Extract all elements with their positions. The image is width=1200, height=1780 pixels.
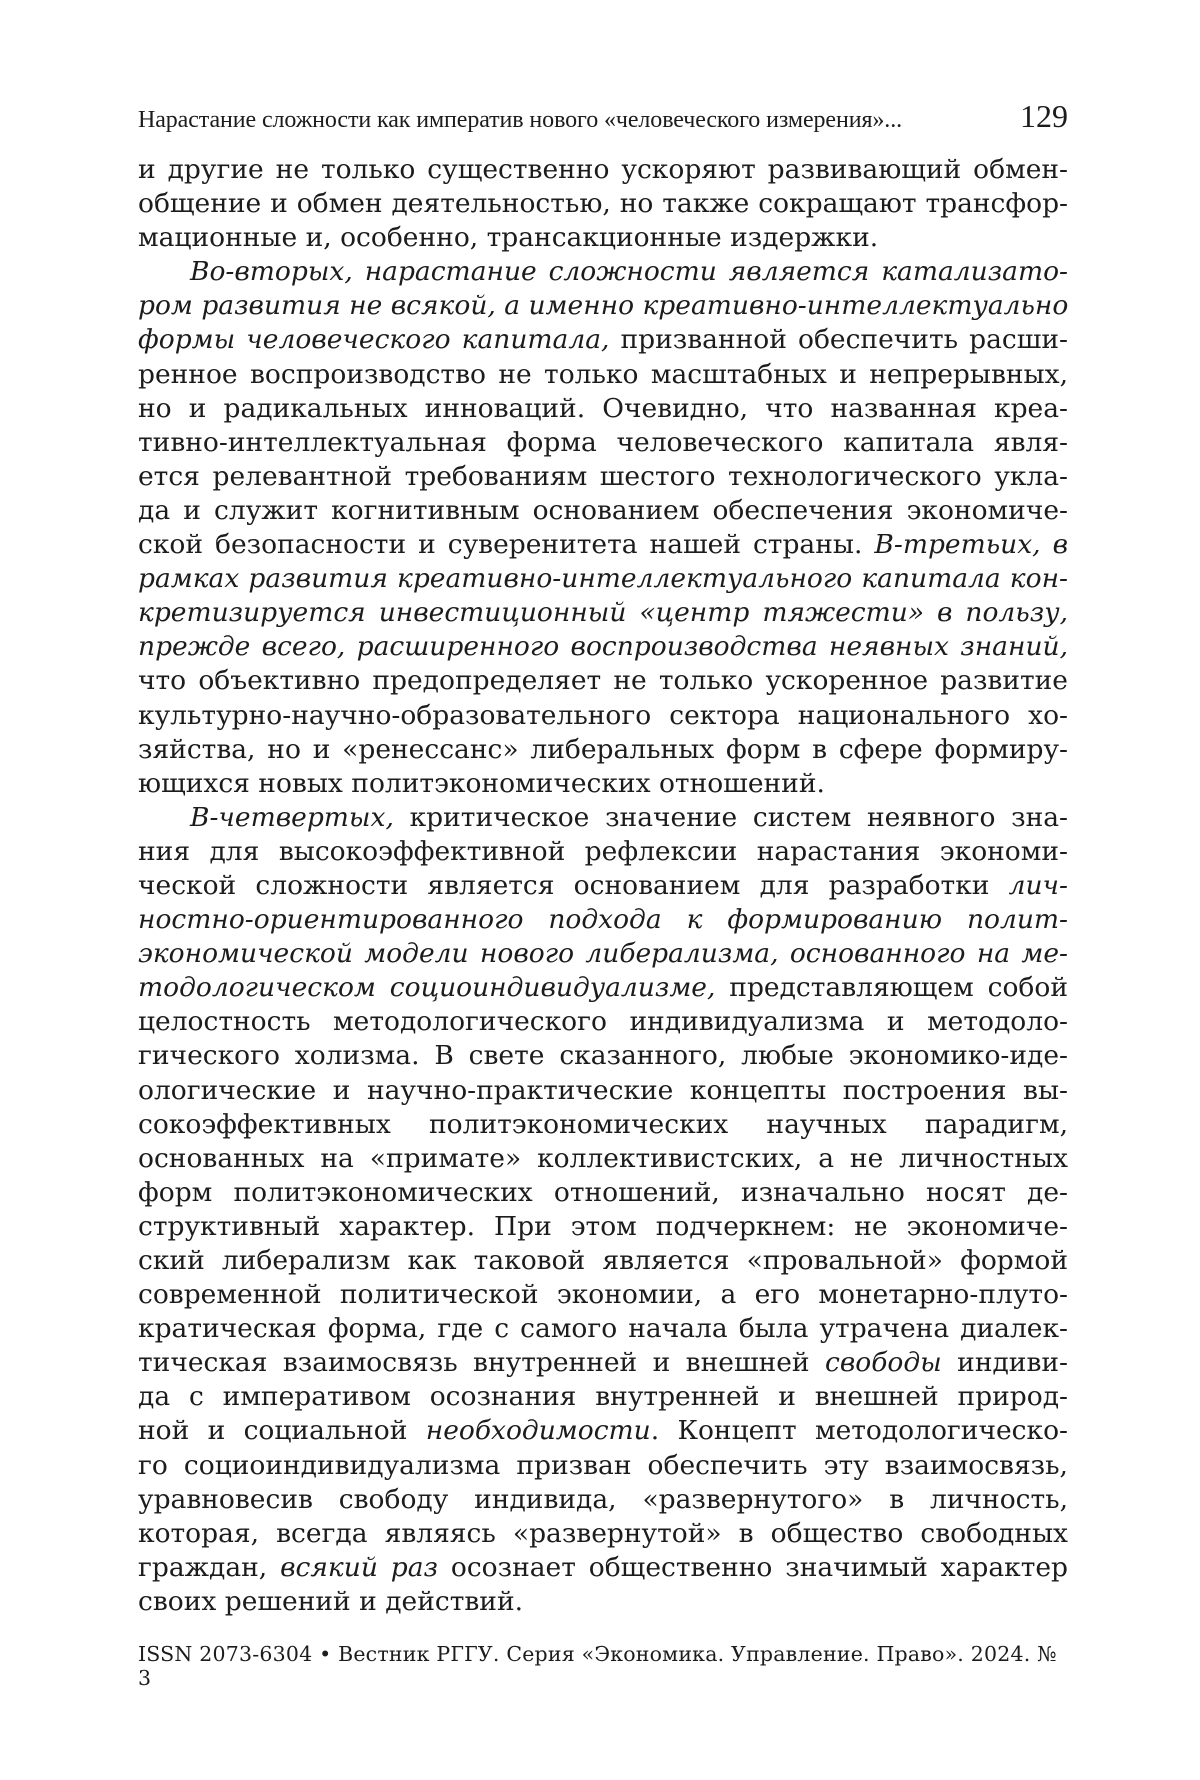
text-segment: ренное воспроизводство не только масштабных и непрерывных, bbox=[138, 359, 1068, 390]
text-line bbox=[138, 1346, 1068, 1380]
text-line bbox=[138, 494, 1068, 528]
text-line bbox=[138, 528, 1068, 562]
italic-segment: тодологическом социоиндивидуализме, bbox=[138, 972, 715, 1003]
text-line bbox=[138, 664, 1068, 698]
text-line bbox=[138, 903, 1068, 937]
text-segment: сокоэффективных политэкономических научных парадигм, bbox=[138, 1109, 1068, 1140]
text-segment: ологические и научно-практические концепты построения вы- bbox=[138, 1075, 1068, 1106]
text-segment: ется релевантной требованиям шестого технологического укла- bbox=[138, 461, 1068, 492]
journal-footer: ISSN 2073-6304 • Вестник РГГУ. Серия «Экономика. Управление. Право». 2024. № 3 bbox=[138, 1642, 1068, 1690]
text-line bbox=[138, 1039, 1068, 1073]
text-segment: представляющем собой bbox=[715, 972, 1068, 1003]
text-line bbox=[138, 358, 1068, 392]
text-segment: ский либерализм как таковой является «провальной» формой bbox=[138, 1245, 1068, 1276]
text-line bbox=[138, 187, 1068, 221]
text-line bbox=[138, 1108, 1068, 1142]
text-segment: осознает общественно значимый характер bbox=[438, 1552, 1068, 1583]
text-line bbox=[138, 392, 1068, 426]
text-line bbox=[138, 1312, 1068, 1346]
text-segment: которая, всегда являясь «развернутой» в общество свободных bbox=[138, 1518, 1068, 1549]
text-segment: мационные и, особенно, трансакционные издержки. bbox=[138, 222, 878, 253]
italic-segment: лич- bbox=[1009, 870, 1068, 901]
text-line bbox=[138, 289, 1068, 323]
text-line bbox=[138, 937, 1068, 971]
text-line bbox=[138, 221, 1068, 255]
text-segment: граждан, bbox=[138, 1552, 280, 1583]
text-line bbox=[138, 801, 1068, 835]
text-segment: индиви- bbox=[942, 1347, 1068, 1378]
text-segment: ческой сложности является основанием для разработки bbox=[138, 870, 1009, 901]
text-segment: гического холизма. В свете сказанного, любые экономико-иде- bbox=[138, 1040, 1068, 1071]
text-line bbox=[138, 1380, 1068, 1414]
italic-segment: В-третьих, в bbox=[874, 529, 1068, 560]
text-segment: структивный характер. При этом подчеркнем: не экономиче- bbox=[138, 1211, 1068, 1242]
text-segment: форм политэкономических отношений, изначально носят де- bbox=[138, 1177, 1068, 1208]
text-line bbox=[138, 767, 1068, 801]
text-line bbox=[138, 699, 1068, 733]
text-segment: тическая взаимосвязь внутренней и внешней bbox=[138, 1347, 825, 1378]
text-segment: ной и социальной bbox=[138, 1415, 426, 1446]
text-line bbox=[138, 1074, 1068, 1108]
text-segment: своих решений и действий. bbox=[138, 1586, 523, 1617]
text-segment: да с императивом осознания внутренней и внешней природ- bbox=[138, 1381, 1068, 1412]
text-line bbox=[138, 1244, 1068, 1278]
text-line bbox=[138, 630, 1068, 664]
journal-page bbox=[0, 0, 1200, 1780]
text-line bbox=[138, 835, 1068, 869]
italic-segment: прежде всего, расширенного воспроизводства неявных знаний, bbox=[138, 631, 1068, 662]
text-line bbox=[138, 596, 1068, 630]
text-segment: культурно-научно-образовательного сектора национального хо- bbox=[138, 700, 1068, 731]
text-segment: ющихся новых политэкономических отношений. bbox=[138, 768, 825, 799]
text-line bbox=[138, 562, 1068, 596]
text-segment: общение и обмен деятельностью, но также сокращают трансфор- bbox=[138, 188, 1068, 219]
text-line bbox=[138, 426, 1068, 460]
italic-segment: ностно-ориентированного подхода к формированию полит- bbox=[138, 904, 1068, 935]
italic-segment: рамках развития креативно-интеллектуального капитала кон- bbox=[138, 563, 1068, 594]
text-segment: да и служит когнитивным основанием обеспечения экономиче- bbox=[138, 495, 1068, 526]
text-segment: современной политической экономии, а его монетарно-плуто- bbox=[138, 1279, 1068, 1310]
article-running-title: Нарастание сложности как императив нового «человеческого измерения»... bbox=[138, 107, 902, 134]
text-segment: ния для высокоэффективной рефлексии нарастания экономи- bbox=[138, 836, 1068, 867]
running-head bbox=[138, 98, 1068, 135]
text-line bbox=[138, 1210, 1068, 1244]
text-line bbox=[138, 255, 1068, 289]
text-segment: но и радикальных инноваций. Очевидно, что названная креа- bbox=[138, 393, 1068, 424]
italic-segment: формы человеческого капитала, bbox=[138, 324, 609, 355]
italic-segment: экономической модели нового либерализма, основанного на ме- bbox=[138, 938, 1068, 969]
text-segment: основанных на «примате» коллективистских, а не личностных bbox=[138, 1143, 1068, 1174]
text-line bbox=[138, 1551, 1068, 1585]
text-segment: го социоиндивидуализма призван обеспечить эту взаимосвязь, bbox=[138, 1450, 1068, 1481]
text-line bbox=[138, 323, 1068, 357]
text-segment: что объективно предопределяет не только ускоренное развитие bbox=[138, 665, 1068, 696]
text-segment: ской безопасности и суверенитета нашей страны. bbox=[138, 529, 874, 560]
text-segment: призванной обеспечить расши- bbox=[609, 324, 1068, 355]
text-line bbox=[138, 1176, 1068, 1210]
text-line bbox=[138, 971, 1068, 1005]
text-segment: и другие не только существенно ускоряют развивающий обмен- bbox=[138, 154, 1068, 185]
italic-segment: свободы bbox=[825, 1347, 942, 1378]
text-line bbox=[138, 1142, 1068, 1176]
italic-segment: ром развития не всякой, а именно креативно-интеллектуальной bbox=[138, 290, 1068, 321]
text-line bbox=[138, 869, 1068, 903]
text-line bbox=[138, 1483, 1068, 1517]
text-segment: кратическая форма, где с самого начала была утрачена диалек- bbox=[138, 1313, 1068, 1344]
italic-segment: Во-вторых, нарастание сложности является катализато- bbox=[190, 256, 1068, 287]
text-segment: уравновесив свободу индивида, «развернутого» в личность, bbox=[138, 1484, 1068, 1515]
italic-segment: необходимости bbox=[426, 1415, 651, 1446]
text-line bbox=[138, 1449, 1068, 1483]
text-line bbox=[138, 733, 1068, 767]
italic-segment: кретизируется инвестиционный «центр тяжести» в пользу, bbox=[138, 597, 1068, 628]
text-segment: тивно-интеллектуальная форма человеческого капитала явля- bbox=[138, 427, 1068, 458]
text-segment: критическое значение систем неявного зна- bbox=[394, 802, 1068, 833]
italic-segment: всякий раз bbox=[280, 1552, 438, 1583]
italic-segment: В-четвертых, bbox=[190, 802, 394, 833]
page-number: 129 bbox=[1020, 98, 1068, 135]
text-line bbox=[138, 1517, 1068, 1551]
article-body bbox=[138, 153, 1068, 1619]
text-line bbox=[138, 1005, 1068, 1039]
text-line bbox=[138, 1278, 1068, 1312]
text-line bbox=[138, 460, 1068, 494]
text-segment: целостность методологического индивидуализма и методоло- bbox=[138, 1006, 1068, 1037]
text-segment: . Концепт методологическо- bbox=[651, 1415, 1068, 1446]
text-line bbox=[138, 1585, 1068, 1619]
text-line bbox=[138, 153, 1068, 187]
text-line bbox=[138, 1414, 1068, 1448]
text-segment: зяйства, но и «ренессанс» либеральных форм в сфере формиру- bbox=[138, 734, 1068, 765]
